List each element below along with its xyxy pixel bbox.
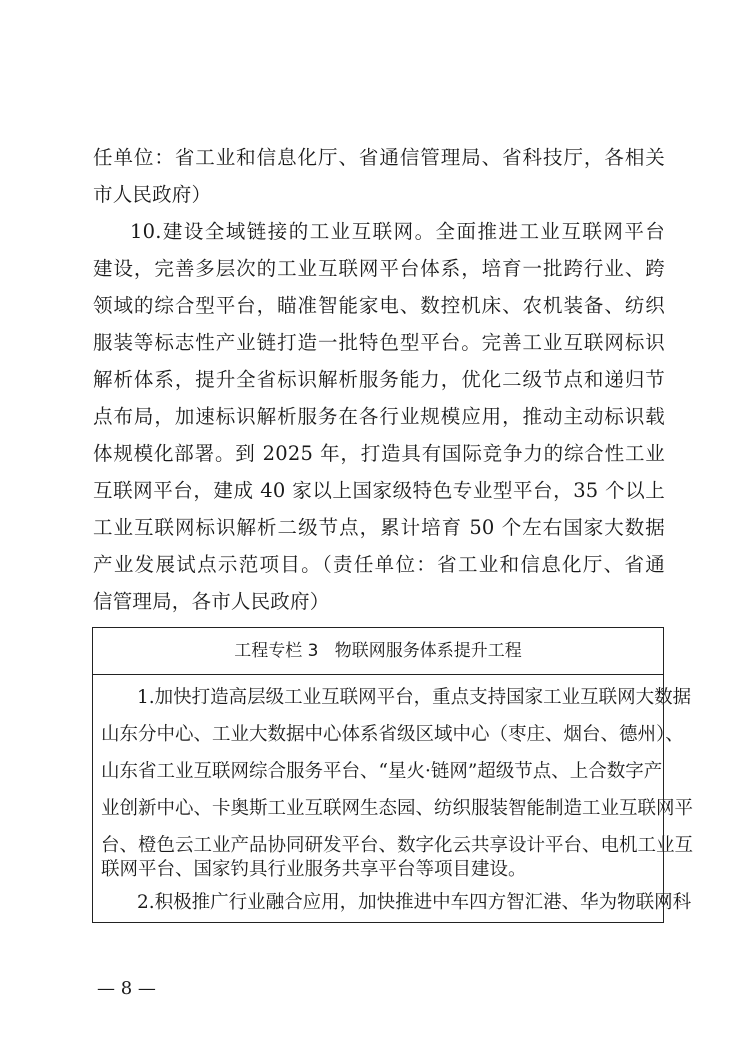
body-line: 任单位：省工业和信息化厅、省通信管理局、省科技厅，各相关: [93, 146, 665, 169]
body-line: 解析体系，提升全省标识解析服务能力，优化二级节点和递归节: [93, 368, 665, 391]
box-line: 台、橙色云工业产品协同研发平台、数字化云共享设计平台、电机工业互: [101, 835, 694, 856]
body-line: 市人民政府）: [93, 183, 212, 206]
body-line: 互联网平台，建成 40 家以上国家级特色专业型平台，35 个以上: [93, 479, 665, 502]
project-column-box: [92, 627, 694, 923]
page-number: — 8 —: [97, 978, 156, 999]
body-line: 产业发展试点示范项目。（责任单位：省工业和信息化厅、省通: [93, 553, 665, 576]
body-line: 点布局，加速标识解析服务在各行业规模应用，推动主动标识载: [93, 405, 665, 428]
box-line: 1.加快打造高层级工业互联网平台，重点支持国家工业互联网大数据: [137, 687, 692, 708]
body-line: 信管理局，各市人民政府）: [93, 590, 330, 613]
body-line: 工业互联网标识解析二级节点，累计培育 50 个左右国家大数据: [93, 516, 665, 539]
box-line: 2.积极推广行业融合应用，加快推进中车四方智汇港、华为物联网科: [137, 892, 692, 913]
body-line: 建设，完善多层次的工业互联网平台体系，培育一批跨行业、跨: [93, 257, 665, 280]
body-line: 服装等标志性产业链打造一批特色型平台。完善工业互联网标识: [93, 331, 665, 354]
box-line: 业创新中心、卡奥斯工业互联网生态园、纺织服装智能制造工业互联网平: [101, 798, 694, 819]
project-column-title: 工程专栏 3 物联网服务体系提升工程: [234, 641, 522, 661]
body-line: 领域的综合型平台，瞄准智能家电、数控机床、农机装备、纺织: [93, 294, 665, 317]
box-line: 山东省工业互联网综合服务平台、“星火·链网”超级节点、上合数字产: [101, 761, 663, 782]
box-line: 联网平台、国家钓具行业服务共享平台等项目建设。: [101, 859, 527, 880]
box-line: 山东分中心、工业大数据中心体系省级区域中心（枣庄、烟台、德州）、: [101, 724, 684, 745]
section-heading-line: 10.建设全域链接的工业互联网。全面推进工业互联网平台: [130, 220, 665, 243]
project-column-header: [93, 628, 663, 675]
body-line: 体规模化部署。到 2025 年，打造具有国际竞争力的综合性工业: [93, 442, 665, 465]
